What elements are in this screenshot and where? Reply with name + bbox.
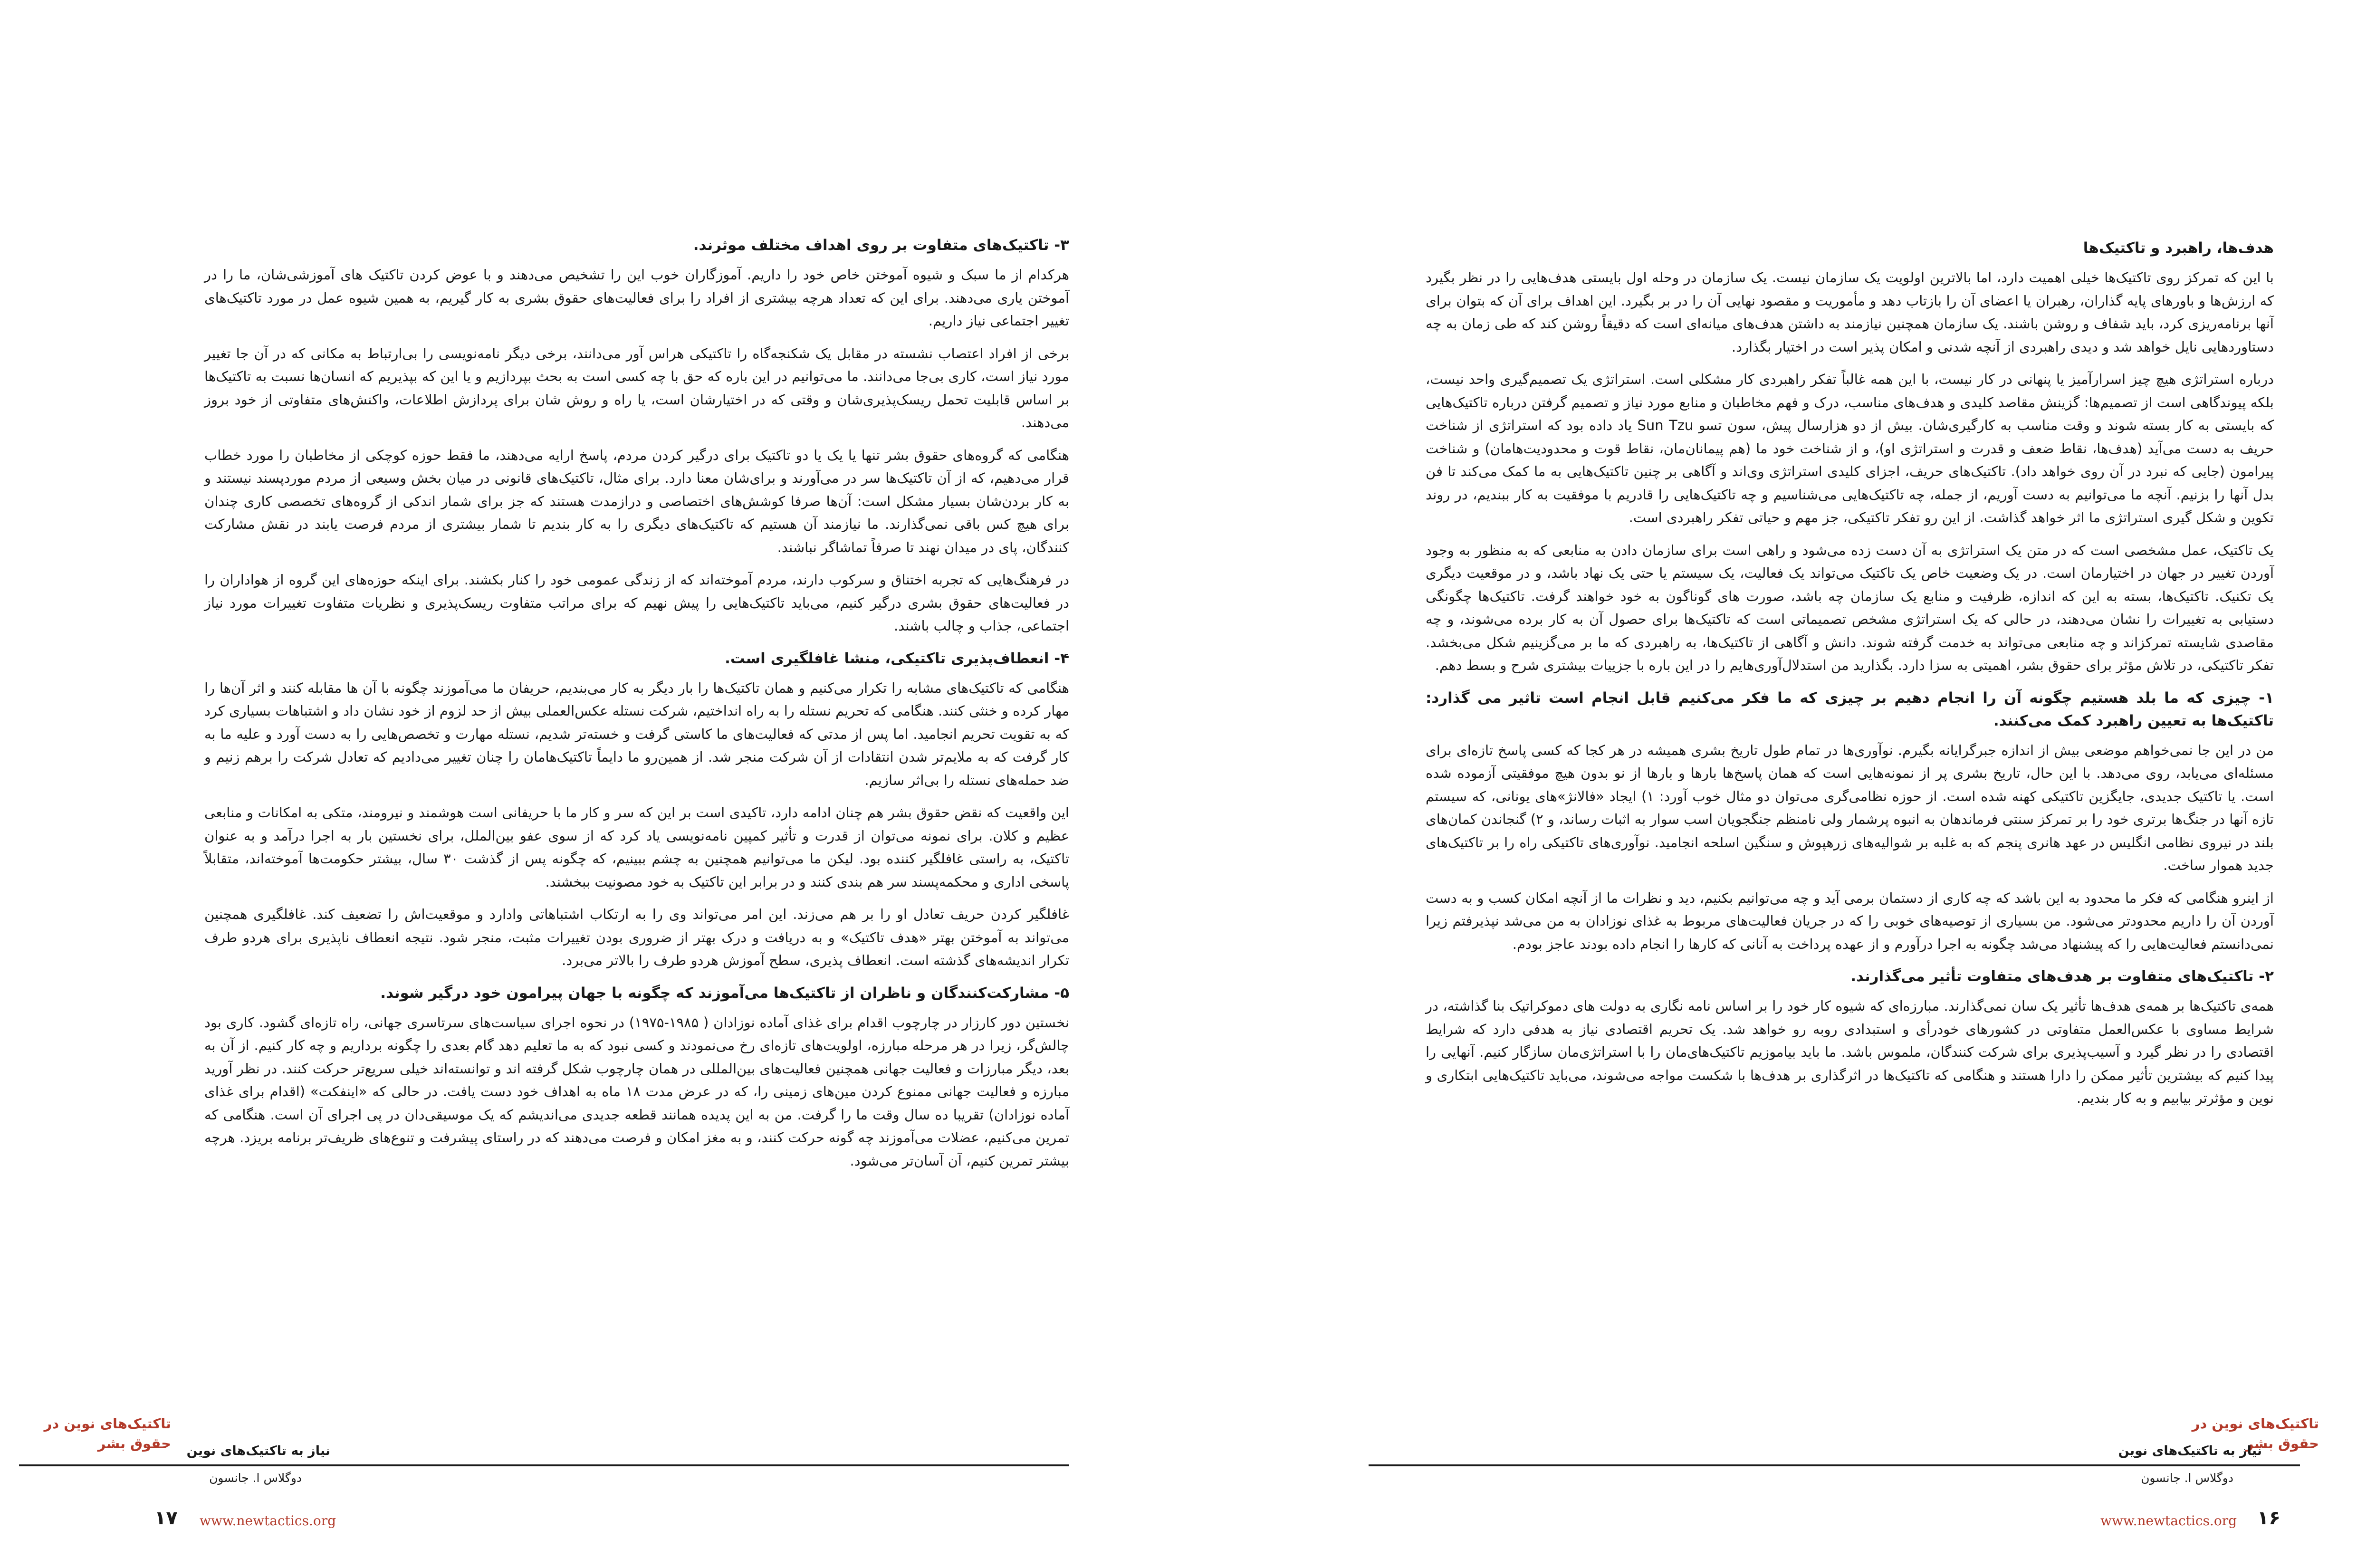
section-heading-1: ۱- چیزی که ما بلد هستیم چگونه آن را انجام دهیم بر چیزی که ما فکر می‌کنیم قابل انجام است تاثیر می گذارد: تاکتیک‌ها به تعیین راهبرد کمک می‌کنند. <box>1426 689 2274 729</box>
footer-brand-line2: حقوق بشر <box>2245 1435 2319 1452</box>
footer-brand-line1: تاکتیک‌های نوین در <box>2192 1415 2319 1432</box>
paragraph: هنگامی که تاکتیک‌های مشابه را تکرار می‌کنیم و همان تاکتیک‌ها را بار دیگر به کار می‌بندیم، حریفان ما می‌آموزند چگونه با آن ها مقابله کنند و اثر آن‌ها را مهار کرده و خنثی کنند. هنگامی که تحریم نستله را به راه انداختیم، شرکت نستله عکس‌العملی بیش از حد لزوم از خود نشان داد و اشتباهات بسیاری کرد که به تقویت تحریم انجامید. اما پس از مدتی که فعالیت‌های ما کاستی گرفت و خسته‌تر شدیم، نستله مهارت و تخصص‌هایی را به دست آورد و علیه ما به کار گرفت که به ملایم‌تر شدن انتقادات از آن شرکت منجر شد. از همین‌رو ما دایماً تاکتیک‌هامان را چنان تغییر می‌دادیم که تعادل شرکت را برهم زنیم و ضد حمله‌های نستله را بی‌اثر سازیم. <box>204 679 1069 788</box>
section-heading-2: ۲- تاکتیک‌های متفاوت بر هدف‌های متفاوت تأثیر می‌گذارند. <box>1850 968 2274 985</box>
paragraph: همه‌ی تاکتیک‌ها بر همه‌ی هدف‌ها تأثیر یک سان نمی‌گذارند. مبارزه‌ای که شیوه کار خود را بر اساس نامه نگاری به دولت های دموکراتیک بنا گذاشته، در شرایط مساوی با عکس‌العمل متفاوتی در کشورهای خودرأی و استبدادی روبه رو خواهد شد. یک تحریم اقتصادی نیاز به هدفی دارد که شرایط اقتصادی را در نظر گیرد و آسیب‌پذیری برای شرکت کنندگان، ملموس باشد. ما باید بیاموزیم تاکتیک‌های‌مان را با استراتژی‌مان سازگار کنیم. آنهایی را پیدا کنیم که بیشترین تأثیر ممکن را دارا هستند و هنگامی که تاکتیک‌ها در اثرگذاری بر هدف‌ها با شکست مواجه می‌شوند، می‌باید تاکتیک‌هایی ابتکاری و نوین و مؤثرتر بیابیم و به کار بندیم. <box>1426 998 2274 1106</box>
right-page-text <box>1426 237 2274 1119</box>
paragraph: نخستین دور کارزار در چارچوب اقدام برای غذای آماده نوزادان ( ۱۹۸۵-۱۹۷۵) در نحوه اجرای سیاست‌های سرتاسری جهانی، راه تازه‌ای گشود. کاری بود چالش‌گر، زیرا در هر مرحله مبارزه، اولویت‌های تازه‌ای رخ می‌نمودند و کسی نبود که به ما تعلیم دهد گام بعدی را چگونه برداریم و چه کار کنیم. از آن به بعد، دیگر مبارزات و فعالیت جهانی همچنین فعالیت‌های بین‌المللی در همان چارچوب شکل گرفته اند و توانسته‌اند خیلی سریع‌تر حرکت کنند. در نظر آورید مبارزه و فعالیت جهانی ممنوع کردن مین‌های زمینی را، که در عرض مدت ۱۸ ماه به اهداف خود دست یافت. در حالی که «اینفکت» (اقدام برای غذای آماده نوزادان) تقریبا ده سال وقت ما را گرفت. من به این پدیده همانند قطعه جدیدی می‌اندیشم که یک موسیقی‌دان در پی اجرای آن است. هنگامی که تمرین می‌کنیم، عضلات می‌آموزند چه گونه حرکت کنند، و به مغز امکان و فرصت می‌دهند که در راستای پیشرفت و تنوع‌های ظریف‌تر برنامه بریزد. هرچه بیشتر تمرین کنیم، آن آسان‌تر می‌شود. <box>204 1014 1069 1169</box>
footer-divider-right <box>1369 1464 2300 1466</box>
paragraph: درباره استراتژی هیچ چیز اسرارآمیز یا پنهانی در کار نیست، با این همه غالباً تفکر راهبردی کار مشکلی است. استراتژی یک تصمیم‌گیری واحد نیست، بلکه پیوندگاهی است از تصمیم‌ها: گزینش مقاصد کلیدی و هدف‌های مناسب، درک و فهم مخاطبان و منابع مورد نیاز و تصمیم گرفتن درباره تاکتیک‌هایی که بایستی به کار بسته شوند و وقت مناسب به کارگیری‌شان. بیش از دو هزارسال پیش، سون تسو Sun Tzu یاد داده بود که استراتژی از شناخت حریف به دست می‌آید (هدف‌ها، نقاط ضعف و قدرت و استراتژی او)، و از شناخت خود ما (هم پیمانان‌مان، نقاط قوت و محدودیت‌هامان) و شناخت پیرامون (جایی که نبرد در آن روی خواهد داد). تاکتیک‌های حریف، اجزای کلیدی استراتژی وی‌اند و آگاهی بر چنین تاکتیک‌هایی به ما کمک می‌کند تا فن بدل آنها را بزنیم. آنچه ما می‌توانیم به دست آوریم، از جمله، چه تاکتیک‌هایی می‌شناسیم و چه تاکتیک‌هایی را قادریم با موفقیت به کار ببندیم، در روند تکوین و شکل گیری استراتژی ما اثر خواهد گذاشت. از این رو تفکر تاکتیکی، جز مهم و حیاتی تفکر راهبردی است. <box>1426 371 2274 526</box>
paragraph: هرکدام از ما سبک و شیوه آموختن خاص خود را داریم. آموزگاران خوب این را تشخیص می‌دهند و با عوض کردن تاکتیک های آموزشی‌شان، ما را در آموختن یاری می‌دهند. برای این که تعداد هرچه بیشتری از افراد را برای فعالیت‌های حقوق بشری به کار گیریم، به همین شیوه عمل در مورد تاکتیک‌های تغییر اجتماعی نیاز داریم. <box>204 267 1069 329</box>
footer-book-title-left: نیاز به تاکتیک‌های نوین <box>186 1444 330 1458</box>
page-number-left: ۱۷ <box>154 1507 178 1529</box>
page-number-right: ۱۶ <box>2257 1507 2280 1529</box>
footer-brand-left <box>14 1414 171 1453</box>
paragraph: برخی از افراد اعتصاب نشسته در مقابل یک شکنجه‌گاه را تاکتیکی هراس آور می‌دانند، برخی دیگر نامه‌نویسی را بی‌ارتباط به مکانی که در آن جا تغییر مورد نیاز است، کاری بی‌جا می‌دانند. ما می‌توانیم در این باره که حق با چه کسی است به بحث بپردازیم و یا این که بپذیریم که انسان‌ها نسبت به تاکتیک‌ها بر اساس قابلیت تحمل ریسک‌پذیری‌شان و وقتی که در اختیارشان است، یا راه و روش شان برای پردازش اطلاعات، واکنش‌های متفاوتی از خود بروز می‌دهند. <box>204 345 1069 430</box>
paragraph: غافلگیر کردن حریف تعادل او را بر هم می‌زند. این امر می‌تواند وی را به ارتکاب اشتباهاتی وادارد و موقعیت‌اش را تضعیف کند. غافلگیری همچنین می‌تواند به آموختن بهتر «هدف تاکتیک» و به دریافت و درک بهتر از ضروری بودن تغییرات مثبت، منجر شود. نتیجه انعطاف ناپذیری برای هردو طرف تکرار اندیشه‌های گذشته است. انعطاف پذیری، سطح آموزش هردو طرف را بالاتر می‌برد. <box>204 906 1069 968</box>
footer-url-right[interactable]: www.newtactics.org <box>2100 1513 2237 1529</box>
section-title: هدف‌ها، راهبرد و تاکتیک‌ها <box>2083 239 2274 257</box>
paragraph: یک تاکتیک، عمل مشخصی است که در متن یک استراتژی به آن دست زده می‌شود و راهی است برای سازمان دادن به منابعی که به منظور به وجود آوردن تغییر در جهان در اختیارمان است. در یک وضعیت خاص یک تاکتیک می‌تواند یک فعالیت، یک سیستم یا حتی یک نهاد باشد، و در موقعیت دیگری یک تکنیک. تاکتیک‌ها، بسته به این که اندازه، ظرفیت و منابع یک سازمان چه باشد، صورت های گوناگون به خود خواهند گرفت. تاکتیک‌ها چگونگی دستیابی به تغییرات را نشان می‌دهند، در حالی که یک استراتژی مشخص تصمیماتی است که تاکتیک‌ها برای حصول آن به کار برده می‌شوند، و چه مقاصدی شایسته تمرکزاند و چه منابعی می‌تواند به خدمت گرفته شوند. دانش و آگاهی از تاکتیک‌ها، به راهبردی که ما بر می‌گزینیم شکل می‌بخشد. تفکر تاکتیکی، در تلاش مؤثر برای حقوق بشر، اهمیتی به سزا دارد. بگذارید من استدلال‌آوری‌هایم را در این باره با جزییات بیشتری شرح و بسط دهم. <box>1426 542 2274 673</box>
paragraph: در فرهنگ‌هایی که تجربه اختناق و سرکوب دارند، مردم آموخته‌اند که از زندگی عمومی خود را کنار بکشند. برای اینکه حوزه‌های این گروه از هواداران را در فعالیت‌های حقوق بشری درگیر کنیم، می‌باید تاکتیک‌هایی را پیش نهیم که برای مراتب متفاوت ریسک‌پذیری و نظریات متفاوت تغییرات مورد نیاز اجتماعی، جذاب و چالب باشند. <box>204 572 1069 634</box>
footer-url-left[interactable]: www.newtactics.org <box>200 1513 336 1529</box>
section-heading-5: ۵- مشارکت‌کنندگان و ناظران از تاکتیک‌ها می‌آموزند که چگونه با جهان پیرامون خود درگیر شوند. <box>380 984 1069 1002</box>
section-heading-3: ۳- تاکتیک‌های متفاوت بر روی اهداف مختلف موثرند. <box>693 237 1069 254</box>
paragraph: این واقعیت که نقض حقوق بشر هم چنان ادامه دارد، تاکیدی است بر این که سر و کار ما با حریفانی است هوشمند و نیرومند، متکی به امکانات و منابعی عظیم و کلان. برای نمونه می‌توان از قدرت و تأثیر کمپین نامه‌نویسی یاد کرد که از سوی عفو بین‌الملل، برای نخستین بار به اجرا درآمد و به عنوان تاکتیک، به راستی غافلگیر کننده بود. لیکن ما می‌توانیم همچنین به چشم ببینیم، که چگونه پس از گذشت ۳۰ سال، بیشتر حکومت‌ها آموخته‌اند، متقابلاً پاسخی اداری و محکمه‌پسند سر هم بندی کنند و در برابر این تاکتیک به خود مصونیت ببخشند. <box>204 804 1069 890</box>
left-page-text <box>204 234 1069 1182</box>
footer-brand-line2: حقوق بشر <box>97 1435 171 1452</box>
paragraph: من در این جا نمی‌خواهم موضعی بیش از اندازه جبرگرایانه بگیرم. نوآوری‌ها در تمام طول تاریخ بشری همیشه در هر کجا که کسی پاسخ تازه‌ای برای مسئله‌ای می‌یابد، روی می‌دهد. با این حال، تاریخ بشری پر از نمونه‌هایی است که همان پاسخ‌ها بارها و بارها از نو بدون هیچ موفقیتی آزموده شده است. یا تاکتیک جدیدی، جایگزین تاکتیکی کهنه شده است. از حوزه نظامی‌گری می‌توان دو مثال خوب آورد: ۱) ایجاد «فالانژ»های یونانی، که سیستم تازه آنها در جنگ‌ها برتری خود را بر تمرکز سنتی فرماندهان به انبوه پرشمار ولی نامنظم جنگجویان اسب سوار به اثبات رساند، و ۲) گنجاندن کمان‌های بلند در نیروی نظامی انگلیس در عهد هانری پنجم که به غلبه بر شوالیه‌های زرهپوش و سنگین اسلحه انجامید. نوآوری‌های تاکتیکی راه را بر تاکتیک‌های جدید هموار ساخت. <box>1426 742 2274 873</box>
section-heading-4: ۴- انعطاف‌پذیری تاکتیکی، منشا غافلگیری است. <box>725 650 1069 667</box>
paragraph: با این که تمرکز روی تاکتیک‌ها خیلی اهمیت دارد، اما بالاترین اولویت یک سازمان نیست. یک سازمان در وحله اول بایستی هدف‌هایی را در نظر بگیرد که ارزش‌ها و باورهای پایه گذاران، رهبران یا اعضای آن را بازتاب دهد و مأموریت و مقصود نهایی آن را در بر بگیرد. این اهداف برای آن که بتوان برای آنها برنامه‌ریزی کرد، باید شفاف و روشن باشند. یک سازمان همچنین نیازمند به داشتن هدف‌های میانه‌ای است که دقیقاً روشن کند که طی زمان به چه دستاوردهایی نایل خواهد شد و دیدی راهبردی از آنچه شدنی و امکان پذیر است در اختیار بگذارد. <box>1426 269 2274 355</box>
footer-divider-left <box>19 1464 1069 1466</box>
footer-author-left: دوگلاس ا. جانسون <box>209 1471 302 1485</box>
footer-author-right: دوگلاس ا. جانسون <box>2141 1471 2233 1485</box>
footer-brand-line1: تاکتیک‌های نوین در <box>44 1415 171 1432</box>
paragraph: هنگامی که گروه‌های حقوق بشر تنها یا یک یا دو تاکتیک برای درگیر کردن مردم، پاسخ ارایه می‌دهند، ما فقط حوزه کوچکی از مخاطبان را مورد خطاب قرار می‌دهیم، که از آن تاکتیک‌ها سر در می‌آورند و برای‌شان معنا دارد. برای مثال، تاکتیک‌های قانونی در میان بخش وسیعی از مردم موردپسند نیستند و به کار بردن‌شان بسیار مشکل است: آن‌ها صرفا کوشش‌های اختصاصی و درازمدت هستند که جز برای شمار اندکی از گروه‌های تخصصی کاری چندان برای هیچ کس باقی نمی‌گذارند. ما نیازمند آن هستیم که تاکتیک‌های دیگری را به کار بندیم تا شمار بیشتری از مردم فرصت یابند در نقش مشارکت کنندگان، پای در میدان نهند تا صرفاً تماشاگر نباشند. <box>204 447 1069 555</box>
footer-book-title-right: نیاز به تاکتیک‌های نوین <box>2118 1444 2262 1458</box>
paragraph: از اینرو هنگامی که فکر ما محدود به این باشد که چه کاری از دستمان برمی آید و چه می‌توانیم بکنیم، دید و نظرات ما از آنچه امکان کسب و به دست آوردن آن را داریم محدودتر می‌شود. من بسیاری از توصیه‌های خوبی را که در جریان فعالیت‌های مربوط به غذای نوزادان به من می‌شد نپذیرفتم زیرا نمی‌دانستم فعالیت‌هایی را که پیشنهاد می‌شد چگونه به اجرا درآورم و از عهده پرداخت به آنانی که کارها را انجام داده بودند عاجز بودم. <box>1426 889 2274 952</box>
